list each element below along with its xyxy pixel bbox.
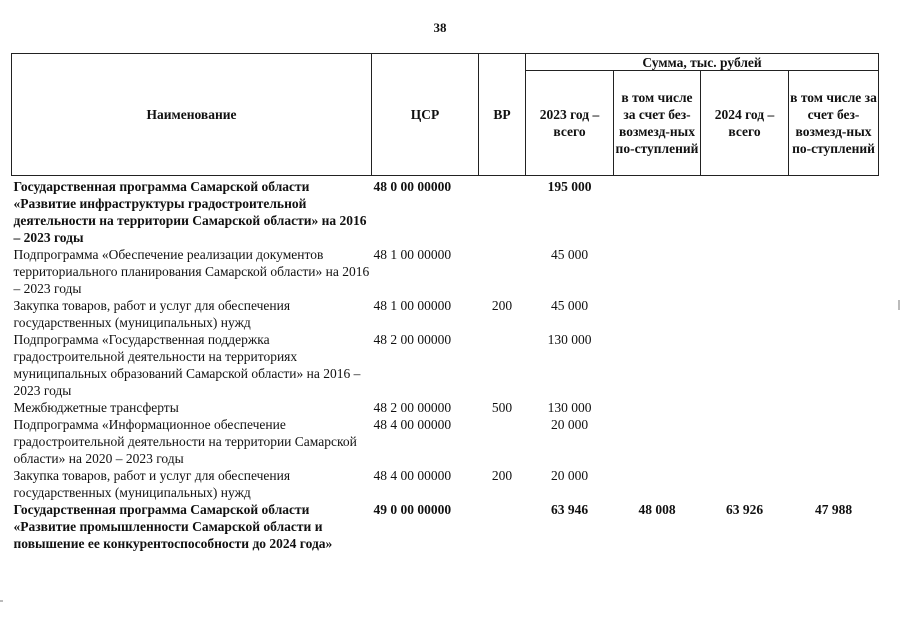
row-2023-incl bbox=[614, 176, 701, 247]
table-row bbox=[12, 331, 879, 399]
row-csr: 49 0 00 00000 bbox=[373, 502, 452, 517]
header-2023-incl: в том числе за счет без-возмезд-ных по-ступлений bbox=[614, 71, 701, 176]
row-2024-incl bbox=[789, 246, 879, 297]
row-2023-incl: 48 008 bbox=[638, 502, 676, 517]
budget-table bbox=[11, 53, 879, 552]
row-name: Подпрограмма «Обеспечение реализации документов территориального планирования Самарской области» на 2016 – 2023 годы bbox=[13, 247, 370, 296]
table-header bbox=[12, 54, 879, 176]
row-2023-incl bbox=[614, 246, 701, 297]
row-vr bbox=[479, 331, 526, 399]
header-2024-total: 2024 год – всего bbox=[701, 71, 789, 176]
header-name: Наименование bbox=[12, 54, 372, 176]
table-row bbox=[12, 501, 879, 552]
row-2024-total bbox=[701, 297, 789, 331]
scan-mark bbox=[898, 300, 900, 310]
row-2023-incl bbox=[614, 399, 701, 416]
row-2023-total: 130 000 bbox=[547, 332, 592, 347]
row-2023-total: 20 000 bbox=[550, 417, 589, 432]
row-2024-total bbox=[701, 399, 789, 416]
row-2023-total: 20 000 bbox=[550, 468, 589, 483]
table-row bbox=[12, 246, 879, 297]
page-number: 38 bbox=[433, 20, 447, 35]
row-2023-incl bbox=[614, 416, 701, 467]
row-2023-incl bbox=[614, 467, 701, 501]
row-vr: 200 bbox=[491, 298, 513, 313]
row-2024-total bbox=[701, 416, 789, 467]
row-2024-incl bbox=[789, 416, 879, 467]
row-2024-total bbox=[701, 331, 789, 399]
row-csr: 48 2 00 00000 bbox=[373, 332, 452, 347]
row-2023-total: 45 000 bbox=[550, 298, 589, 313]
row-2024-incl bbox=[789, 297, 879, 331]
row-2024-total bbox=[701, 246, 789, 297]
header-2023-total: 2023 год – всего bbox=[526, 71, 614, 176]
row-vr: 200 bbox=[491, 468, 513, 483]
table-row bbox=[12, 176, 879, 247]
row-name: Подпрограмма «Государственная поддержка градостроительной деятельности на территориях муниципальных образований Самарской области» на 2016 – 2023 годы bbox=[13, 332, 361, 398]
row-name: Закупка товаров, работ и услуг для обеспечения государственных (муниципальных) нужд bbox=[13, 298, 291, 330]
row-csr: 48 1 00 00000 bbox=[373, 247, 452, 262]
row-name: Государственная программа Самарской области «Развитие промышленности Самарской области и повышение ее конкурентоспособности до 2024 года» bbox=[13, 502, 333, 551]
row-2024-incl bbox=[789, 176, 879, 247]
row-2024-incl bbox=[789, 467, 879, 501]
row-name: Закупка товаров, работ и услуг для обеспечения государственных (муниципальных) нужд bbox=[13, 468, 291, 500]
scan-mark bbox=[0, 600, 3, 602]
row-2024-total bbox=[701, 467, 789, 501]
row-name: Государственная программа Самарской области «Развитие инфраструктуры градостроительной деятельности на территории Самарской области» на 2016 – 2023 годы bbox=[13, 179, 367, 245]
row-2024-total: 63 926 bbox=[725, 502, 764, 517]
row-vr: 500 bbox=[491, 400, 513, 415]
row-2024-total bbox=[701, 176, 789, 247]
row-csr: 48 4 00 00000 bbox=[373, 417, 452, 432]
row-vr bbox=[479, 246, 526, 297]
header-vr: ВР bbox=[479, 54, 526, 176]
header-csr: ЦСР bbox=[372, 54, 479, 176]
row-csr: 48 0 00 00000 bbox=[373, 179, 452, 194]
row-vr bbox=[479, 501, 526, 552]
row-2023-incl bbox=[614, 297, 701, 331]
row-2024-incl bbox=[789, 331, 879, 399]
table-row bbox=[12, 297, 879, 331]
row-2023-total: 63 946 bbox=[550, 502, 589, 517]
row-2023-total: 195 000 bbox=[547, 179, 592, 194]
header-2024-incl: в том числе за счет без-возмезд-ных по-ступлений bbox=[789, 71, 879, 176]
row-csr: 48 2 00 00000 bbox=[373, 400, 452, 415]
row-2023-total: 45 000 bbox=[550, 247, 589, 262]
table-row bbox=[12, 416, 879, 467]
row-2024-incl bbox=[789, 399, 879, 416]
table-body bbox=[12, 176, 879, 553]
row-csr: 48 1 00 00000 bbox=[373, 298, 452, 313]
row-vr bbox=[479, 416, 526, 467]
table-row bbox=[12, 467, 879, 501]
header-sum: Сумма, тыс. рублей bbox=[526, 54, 879, 71]
row-name: Подпрограмма «Информационное обеспечение градостроительной деятельности на территории Самарской области» на 2020 – 2023 годы bbox=[13, 417, 357, 466]
row-2023-total: 130 000 bbox=[547, 400, 592, 415]
table-row bbox=[12, 399, 879, 416]
row-name: Межбюджетные трансферты bbox=[13, 400, 179, 415]
row-2023-incl bbox=[614, 331, 701, 399]
row-csr: 48 4 00 00000 bbox=[373, 468, 452, 483]
row-vr bbox=[479, 176, 526, 247]
row-2024-incl: 47 988 bbox=[814, 502, 853, 517]
